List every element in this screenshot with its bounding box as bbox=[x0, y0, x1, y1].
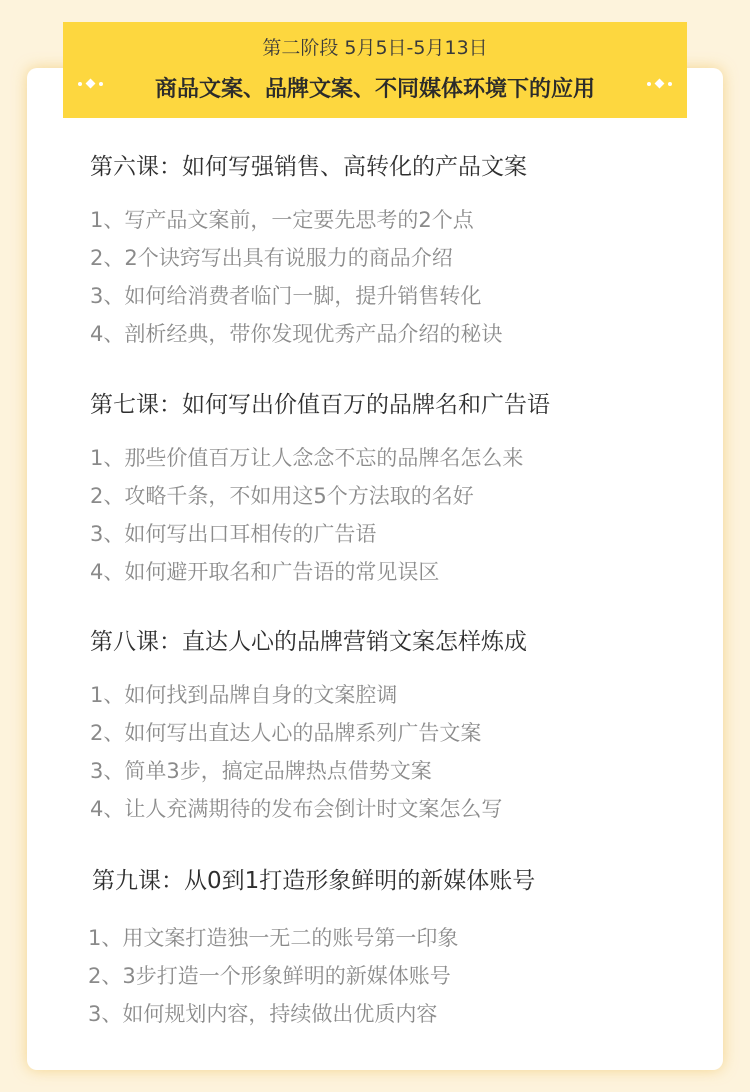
lesson-item: 3、如何写出口耳相传的广告语 bbox=[90, 522, 377, 546]
dot-icon bbox=[647, 82, 651, 86]
lesson-item: 3、简单3步，搞定品牌热点借势文案 bbox=[90, 759, 432, 783]
lesson-title: 第六课：如何写强销售、高转化的产品文案 bbox=[90, 154, 527, 180]
lesson-item: 2、攻略千条，不如用这5个方法取的名好 bbox=[90, 484, 474, 508]
dot-icon bbox=[668, 82, 672, 86]
lesson-item: 1、用文案打造独一无二的账号第一印象 bbox=[88, 926, 459, 950]
lesson-item: 4、如何避开取名和广告语的常见误区 bbox=[90, 560, 440, 584]
lesson-item: 4、剖析经典，带你发现优秀产品介绍的秘诀 bbox=[90, 322, 503, 346]
lesson-item: 3、如何给消费者临门一脚，提升销售转化 bbox=[90, 284, 482, 308]
diamond-icon bbox=[655, 79, 665, 89]
lesson-item: 1、如何找到品牌自身的文案腔调 bbox=[90, 683, 398, 707]
lesson-item: 4、让人充满期待的发布会倒计时文案怎么写 bbox=[90, 797, 503, 821]
lesson-item: 2、如何写出直达人心的品牌系列广告文案 bbox=[90, 721, 482, 745]
lesson-title: 第八课：直达人心的品牌营销文案怎样炼成 bbox=[90, 629, 527, 655]
stage-label: 第二阶段 5月5日-5月13日 bbox=[262, 37, 488, 59]
banner-ornament-right bbox=[647, 80, 672, 87]
lesson-item: 1、写产品文案前，一定要先思考的2个点 bbox=[90, 208, 474, 232]
lesson-item: 2、3步打造一个形象鲜明的新媒体账号 bbox=[88, 964, 451, 988]
lesson-title: 第七课：如何写出价值百万的品牌名和广告语 bbox=[90, 392, 550, 418]
lesson-title: 第九课：从0到1打造形象鲜明的新媒体账号 bbox=[92, 868, 536, 894]
lesson-item: 3、如何规划内容，持续做出优质内容 bbox=[88, 1002, 438, 1026]
lesson-item: 1、那些价值百万让人念念不忘的品牌名怎么来 bbox=[90, 446, 524, 470]
stage-banner bbox=[63, 22, 687, 118]
lesson-item: 2、2个诀窍写出具有说服力的商品介绍 bbox=[90, 246, 453, 270]
stage-title: 商品文案、品牌文案、不同媒体环境下的应用 bbox=[154, 77, 595, 102]
